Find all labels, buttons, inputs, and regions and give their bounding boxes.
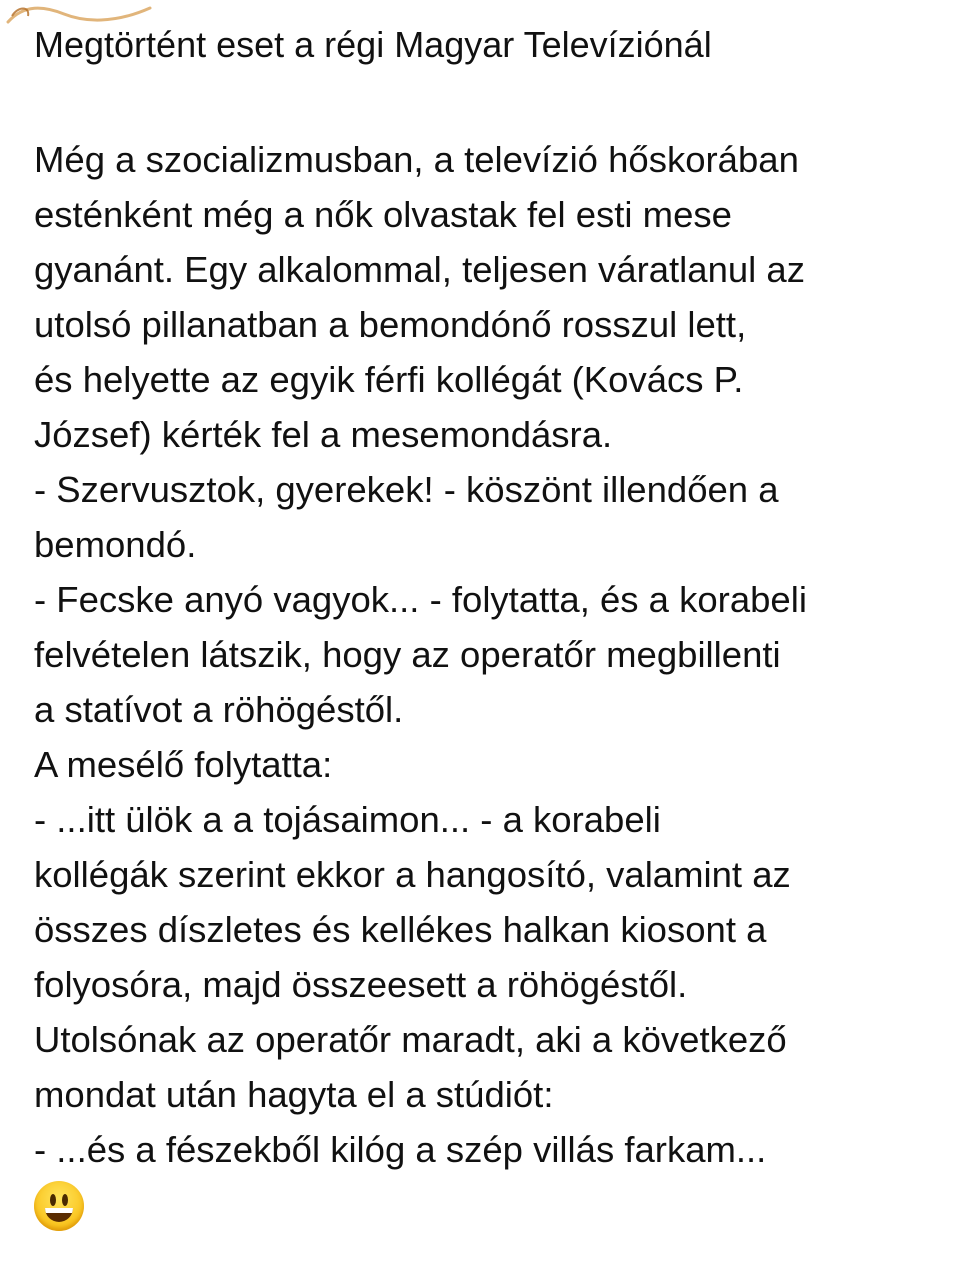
text-line: összes díszletes és kellékes halkan kiosont a: [34, 909, 767, 950]
text-line: gyanánt. Egy alkalommal, teljesen váratlanul az: [34, 249, 805, 290]
text-line: mondat után hagyta el a stúdiót:: [34, 1074, 554, 1115]
text-line: a statívot a röhögéstől.: [34, 689, 404, 730]
text-line: József) kérték fel a mesemondásra.: [34, 414, 613, 455]
text-line: Utolsónak az operatőr maradt, aki a következő: [34, 1019, 787, 1060]
text-line: esténként még a nők olvastak fel esti mese: [34, 194, 732, 235]
text-line: Még a szocializmusban, a televízió hőskorában: [34, 139, 799, 180]
post-title: Megtörtént eset a régi Magyar Televíziónál: [34, 24, 712, 65]
watermark-logo: [4, 2, 154, 28]
text-line: és helyette az egyik férfi kollégát (Kovács P.: [34, 359, 744, 400]
text-line: A mesélő folytatta:: [34, 744, 333, 785]
text-line: utolsó pillanatban a bemondónő rosszul lett,: [34, 304, 747, 345]
text-line: bemondó.: [34, 524, 197, 565]
grinning-face-emoji-icon: [34, 1181, 84, 1231]
text-line: - Szervusztok, gyerekek! - köszönt illendően a: [34, 469, 779, 510]
text-line: kollégák szerint ekkor a hangosító, valamint az: [34, 854, 791, 895]
text-line: - ...és a fészekből kilóg a szép villás farkam...: [34, 1129, 767, 1170]
text-line: - ...itt ülök a a tojásaimon... - a korabeli: [34, 799, 661, 840]
text-line: - Fecske anyó vagyok... - folytatta, és a korabeli: [34, 579, 807, 620]
text-line: felvételen látszik, hogy az operatőr megbillenti: [34, 634, 781, 675]
text-line: folyosóra, majd összeesett a röhögéstől.: [34, 964, 688, 1005]
post-body: [34, 132, 807, 1177]
